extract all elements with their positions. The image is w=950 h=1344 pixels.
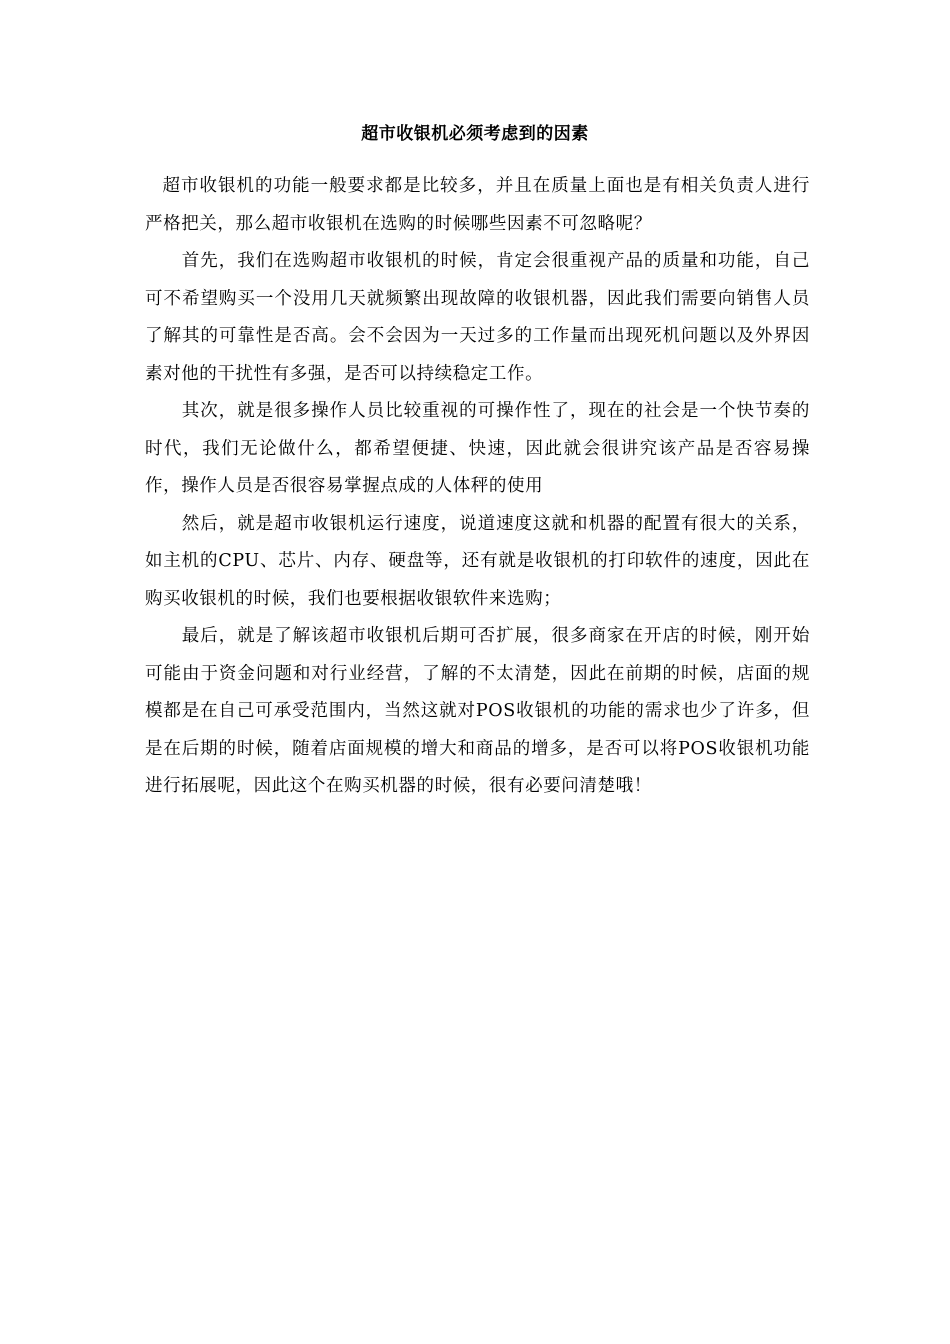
document-body <box>145 168 810 806</box>
paragraph-then: 然后，就是超市收银机运行速度，说道速度这就和机器的配置有很大的关系，如主机的CPU、芯片、内存、硬盘等，还有就是收银机的打印软件的速度，因此在购买收银机的时候，我们也要根据收银软件来选购； <box>145 513 810 609</box>
paragraph-finally: 最后，就是了解该超市收银机后期可否扩展，很多商家在开店的时候，刚开始可能由于资金问题和对行业经营，了解的不太清楚，因此在前期的时候，店面的规模都是在自己可承受范围内，当然这就对POS收银机的功能的需求也少了许多，但是在后期的时候，随着店面规模的增大和商品的增多，是否可以将POS收银机功能进行拓展呢，因此这个在购买机器的时候，很有必要问清楚哦！ <box>145 626 810 796</box>
document-title: 超市收银机必须考虑到的因素 <box>361 124 589 144</box>
paragraph-secondly: 其次，就是很多操作人员比较重视的可操作性了，现在的社会是一个快节奏的时代，我们无论做什么，都希望便捷、快速，因此就会很讲究该产品是否容易操作，操作人员是否很容易掌握点成的人体秤的使用 <box>145 401 810 496</box>
paragraph-intro: 超市收银机的功能一般要求都是比较多，并且在质量上面也是有相关负责人进行严格把关，那么超市收银机在选购的时候哪些因素不可忽略呢？ <box>145 176 810 234</box>
paragraph-firstly: 首先，我们在选购超市收银机的时候，肯定会很重视产品的质量和功能，自己可不希望购买一个没用几天就频繁出现故障的收银机器，因此我们需要向销售人员了解其的可靠性是否高。会不会因为一天过多的工作量而出现死机问题以及外界因素对他的干扰性有多强，是否可以持续稳定工作。 <box>145 251 810 384</box>
